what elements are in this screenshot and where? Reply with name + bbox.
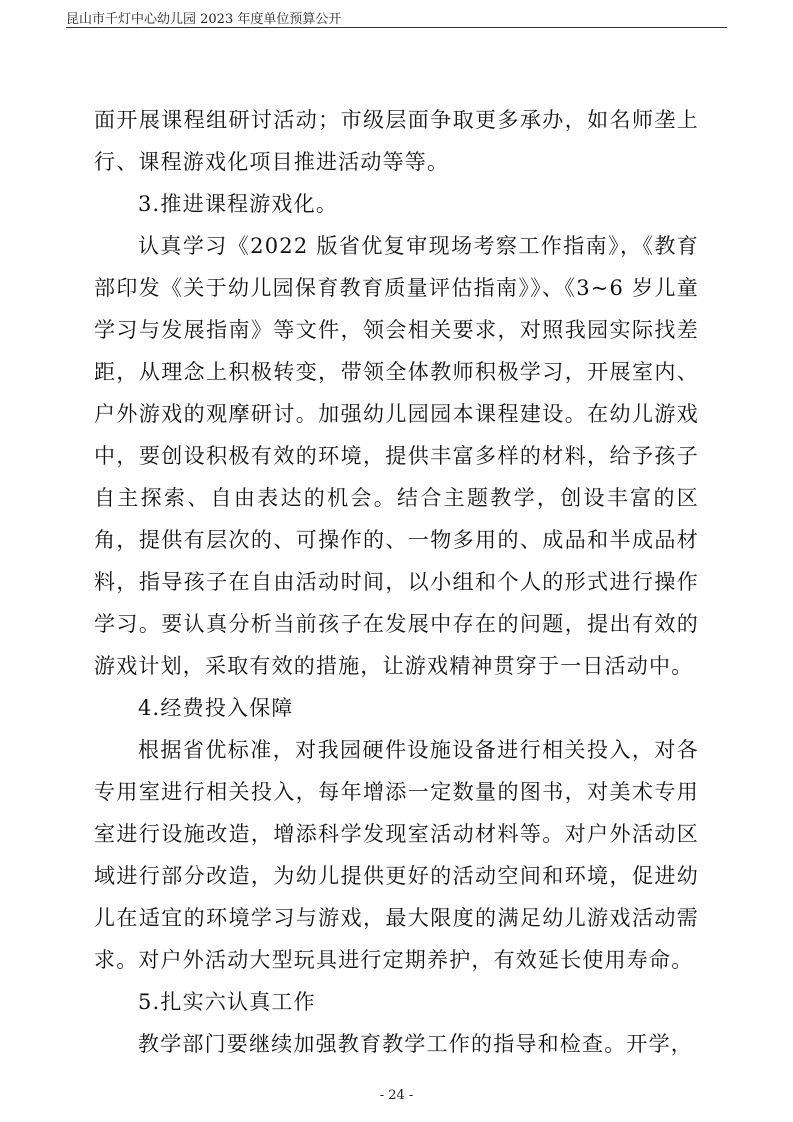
- document-body: [94, 99, 699, 1065]
- section-heading-5: 5.扎实六认真工作: [138, 990, 316, 1014]
- section-heading-3: 3.推进课程游戏化。: [138, 192, 339, 216]
- paragraph-game-curriculum: 认真学习《2022 版省优复审现场考察工作指南》，《教育部印发《关于幼儿园保育教育质量评估指南》》、《3~6 岁儿童学习与发展指南》等文件，领会相关要求，对照我园实际找差距，从理念上积极转变，带领全体教师积极学习，开展室内、户外游戏的观摩研讨。加强幼儿园园本课程建设。在幼儿游戏中，要创设积极有效的环境，提供丰富多样的材料，给予孩子自主探索、自由表达的机会。结合主题教学，创设丰富的区角，提供有层次的、可操作的、一物多用的、成品和半成品材料，指导孩子在自由活动时间，以小组和个人的形式进行操作学习。要认真分析当前孩子在发展中存在的问题，提出有效的游戏计划，采取有效的措施，让游戏精神贯穿于一日活动中。: [94, 234, 699, 678]
- paragraph-funding: 根据省优标准，对我园硬件设施设备进行相关投入，对各专用室进行相关投入，每年增添一定数量的图书，对美术专用室进行设施改造，增添科学发现室活动材料等。对户外活动区域进行部分改造，为幼儿提供更好的活动空间和环境，促进幼儿在适宜的环境学习与游戏，最大限度的满足幼儿游戏活动需求。对户外活动大型玩具进行定期养护，有效延长使用寿命。: [94, 738, 699, 972]
- paragraph-continuation: 面开展课程组研讨活动；市级层面争取更多承办，如名师垄上行、课程游戏化项目推进活动等等。: [94, 108, 699, 174]
- page-header-title: 昆山市千灯中心幼儿园 2023 年度单位预算公开: [66, 12, 342, 27]
- section-heading-4: 4.经费投入保障: [138, 696, 294, 720]
- page-number: - 24 -: [379, 1088, 414, 1103]
- header-divider: [66, 27, 727, 28]
- paragraph-teaching: 教学部门要继续加强教育教学工作的指导和检查。开学，: [138, 1032, 693, 1056]
